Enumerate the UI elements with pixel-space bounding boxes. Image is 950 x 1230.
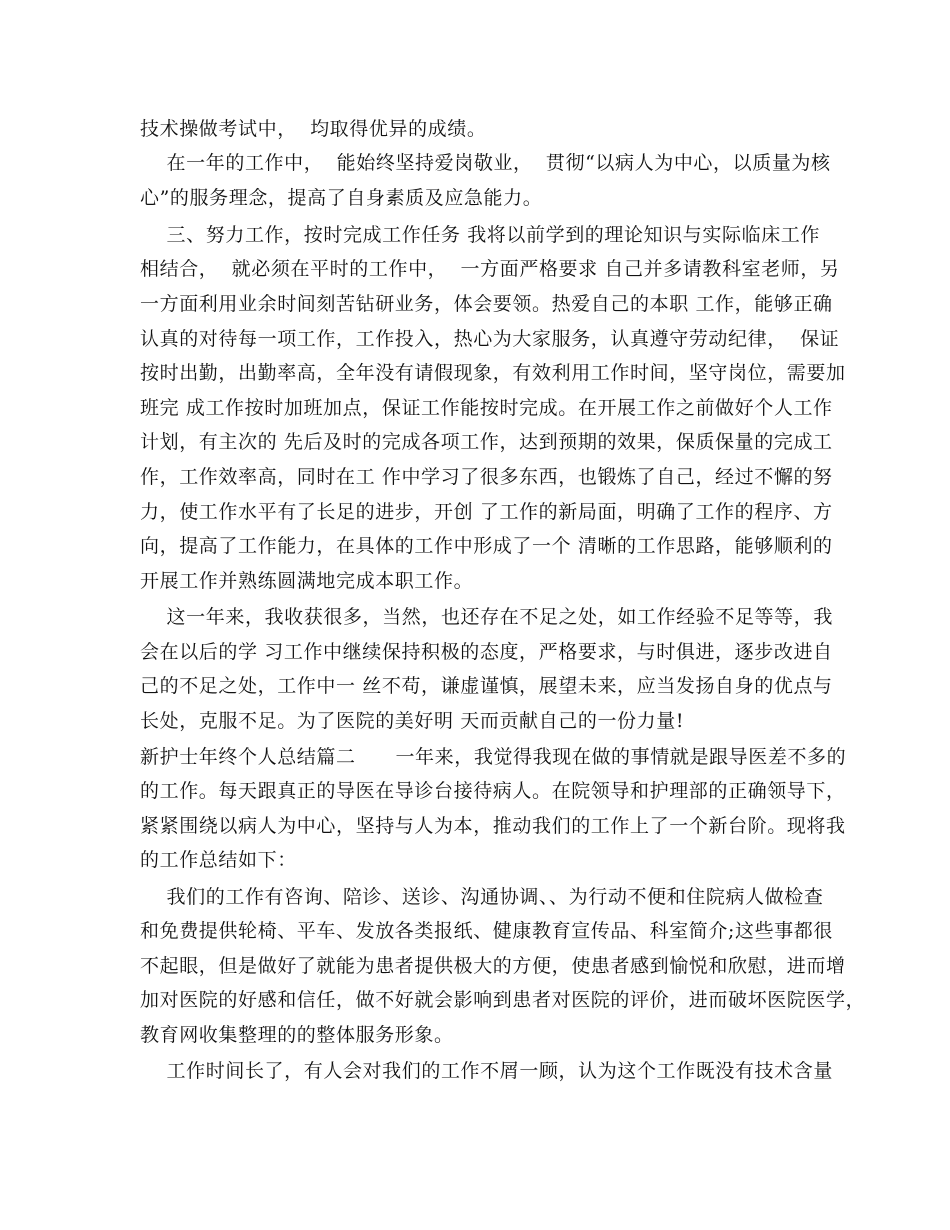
text-line: 工作时间长了，有人会对我们的工作不屑一顾，认为这个工作既没有技术含量 xyxy=(140,1060,833,1082)
text-line: 加对医院的好感和信任，做不好就会影响到患者对医院的评价，进而破坏医院医学， xyxy=(140,989,866,1011)
text-line: 这一年来，我收获很多，当然，也还存在不足之处，如工作经验不足等等，我 xyxy=(140,606,833,628)
text-line: 会在以后的学 习工作中继续保持积极的态度，严格要求，与时俱进，逐步改进自 xyxy=(140,641,833,663)
text-line: 开展工作并熟练圆满地完成本职工作。 xyxy=(140,570,474,592)
text-line: 一方面利用业余时间刻苦钻研业务，体会要领。热爱自己的本职 工作，能够正确 xyxy=(140,293,833,315)
text-line: 按时出勤，出勤率高，全年没有请假现象，有效利用工作时间，坚守岗位，需要加 xyxy=(140,362,846,384)
text-line: 认真的对待每一项工作，工作投入，热心为大家服务，认真遵守劳动纪律， 保证 xyxy=(140,328,840,350)
text-line: 教育网收集整理的的整体服务形象。 xyxy=(140,1024,454,1046)
text-line: 技术操做考试中， 均取得优异的成绩。 xyxy=(140,118,487,140)
text-line: 新护士年终个人总结篇二 一年来，我觉得我现在做的事情就是跟导医差不多的 xyxy=(140,746,847,768)
text-line: 我们的工作有咨询、陪诊、送诊、沟通协调、、为行动不便和住院病人做检查 xyxy=(140,886,824,908)
text-line: 计划，有主次的 先后及时的完成各项工作，达到预期的效果，保质保量的完成工 xyxy=(140,431,833,453)
text-line: 心”的服务理念，提高了自身素质及应急能力。 xyxy=(140,187,543,209)
text-line: 力，使工作水平有了长足的进步，开创 了工作的新局面，明确了工作的程序、方 xyxy=(140,501,833,523)
text-line: 不起眼，但是做好了就能为患者提供极大的方便，使患者感到愉悦和欣慰，进而增 xyxy=(140,955,846,977)
text-line: 班完 成工作按时加班加点，保证工作能按时完成。在开展工作之前做好个人工作 xyxy=(140,397,833,419)
text-line: 的工作。每天跟真正的导医在导诊台接待病人。在院领导和护理部的正确领导下， xyxy=(140,780,846,802)
text-line: 己的不足之处，工作中一 丝不苟，谦虚谨慎，展望未来，应当发扬自身的优点与 xyxy=(140,675,833,697)
text-line: 在一年的工作中， 能始终坚持爱岗敬业， 贯彻“以病人为中心，以质量为核 xyxy=(140,152,831,174)
text-line: 向，提高了工作能力，在具体的工作中形成了一个 清晰的工作思路，能够顺利的 xyxy=(140,535,833,557)
text-line: 相结合， 就必须在平时的工作中， 一方面严格要求 自己并多请教科室老师，另 xyxy=(140,258,840,280)
text-line: 紧紧围绕以病人为中心，坚持与人为本，推动我们的工作上了一个新台阶。现将我 xyxy=(140,815,846,837)
text-line: 和免费提供轮椅、平车、发放各类报纸、健康教育宣传品、科室简介;这些事都很 xyxy=(140,920,834,942)
text-line: 长处，克服不足。为了医院的美好明 天而贡献自己的一份力量! xyxy=(140,710,685,732)
text-line: 的工作总结如下： xyxy=(140,849,297,871)
text-line: 三、努力工作，按时完成工作任务 我将以前学到的理论知识与实际临床工作 xyxy=(140,224,820,246)
text-line: 作，工作效率高，同时在工 作中学习了很多东西，也锻炼了自己，经过不懈的努 xyxy=(140,466,833,488)
